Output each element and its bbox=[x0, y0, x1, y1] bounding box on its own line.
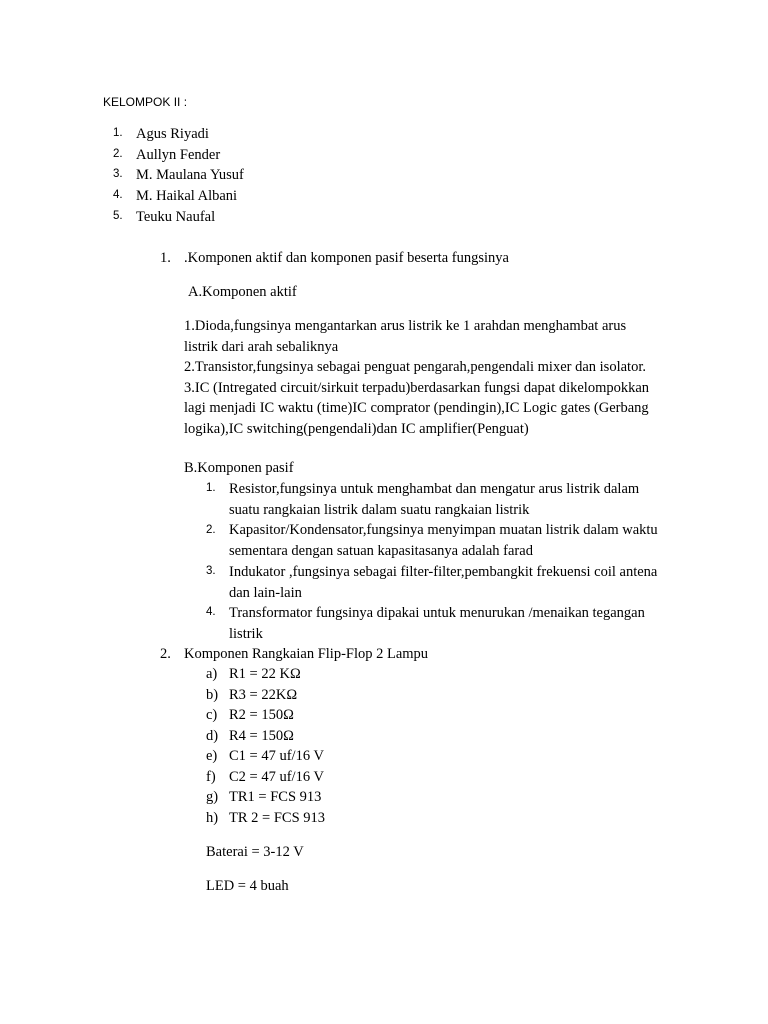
component-label: e) bbox=[206, 748, 218, 764]
question-1-title: .Komponen aktif dan komponen pasif beserta fungsinya bbox=[184, 250, 509, 266]
passive-components-title: B.Komponen pasif bbox=[184, 460, 294, 476]
passive-item-number: 1. bbox=[206, 482, 216, 494]
active-line: listrik dari arah sebaliknya bbox=[184, 338, 339, 355]
passive-item-line: Kapasitor/Kondensator,fungsinya menyimpan muatan listrik dalam waktu bbox=[229, 522, 658, 538]
passive-item bbox=[229, 520, 658, 561]
passive-item-line: Transformator fungsinya dipakai untuk menurukan /menaikan tegangan bbox=[229, 605, 645, 621]
active-line: 1.Dioda,fungsinya mengantarkan arus listrik ke 1 arahdan menghambat arus bbox=[184, 318, 627, 334]
passive-item-line: listrik bbox=[229, 625, 263, 642]
passive-item-number: 3. bbox=[206, 565, 216, 577]
passive-item-line: sementara dengan satuan kapasitasanya adalah farad bbox=[229, 542, 533, 559]
member-name: Aullyn Fender bbox=[136, 147, 221, 163]
component-label: d) bbox=[206, 728, 219, 744]
active-line: 3.IC (Intregated circuit/sirkuit terpadu)berdasarkan fungsi dapat dikelompokkan bbox=[184, 379, 650, 396]
active-line: logika),IC switching(pengendali)dan IC amplifier(Penguat) bbox=[184, 420, 529, 437]
member-number: 2. bbox=[113, 148, 123, 160]
active-line: lagi menjadi IC waktu (time)IC comprator (pendingin),IC Logic gates (Gerbang bbox=[184, 400, 649, 417]
passive-item bbox=[229, 562, 657, 603]
member-number: 5. bbox=[113, 210, 123, 222]
component-value: R2 = 150Ω bbox=[229, 707, 294, 723]
component-value: R1 = 22 KΩ bbox=[229, 666, 301, 682]
component-label: c) bbox=[206, 707, 218, 723]
passive-item-line: Indukator ,fungsinya sebagai filter-filter,pembangkit frekuensi coil antena bbox=[229, 564, 658, 580]
member-name: Agus Riyadi bbox=[136, 126, 209, 142]
question-2-title: Komponen Rangkaian Flip-Flop 2 Lampu bbox=[184, 646, 429, 662]
member-number: 1. bbox=[113, 127, 123, 139]
component-value: C2 = 47 uf/16 V bbox=[229, 769, 324, 785]
passive-item-line: Resistor,fungsinya untuk menghambat dan mengatur arus listrik dalam bbox=[229, 481, 640, 497]
component-value: TR1 = FCS 913 bbox=[229, 789, 322, 805]
member-number: 4. bbox=[113, 189, 123, 201]
passive-item bbox=[229, 479, 639, 520]
member-name: Teuku Naufal bbox=[136, 209, 216, 225]
member-name: M. Maulana Yusuf bbox=[136, 167, 244, 183]
component-label: g) bbox=[206, 789, 219, 805]
passive-item-number: 4. bbox=[206, 606, 216, 618]
passive-item-line: dan lain-lain bbox=[229, 584, 302, 601]
group-heading: KELOMPOK II : bbox=[103, 95, 188, 109]
member-name: M. Haikal Albani bbox=[136, 188, 238, 204]
component-label: h) bbox=[206, 810, 219, 826]
component-label: f) bbox=[206, 769, 216, 785]
component-label: a) bbox=[206, 666, 218, 682]
passive-item-number: 2. bbox=[206, 524, 216, 536]
passive-item bbox=[229, 603, 645, 644]
active-line: 2.Transistor,fungsinya sebagai penguat pengarah,pengendali mixer dan isolator. bbox=[184, 359, 646, 376]
active-components-text bbox=[184, 316, 649, 440]
question-2-number: 2. bbox=[160, 646, 171, 662]
component-value: R3 = 22KΩ bbox=[229, 687, 298, 703]
component-value: TR 2 = FCS 913 bbox=[229, 810, 326, 826]
passive-item-line: suatu rangkaian listrik dalam suatu rangkaian listrik bbox=[229, 501, 530, 518]
active-components-title: A.Komponen aktif bbox=[188, 284, 297, 300]
question-1-number: 1. bbox=[160, 250, 171, 266]
member-number: 3. bbox=[113, 168, 123, 180]
component-value: C1 = 47 uf/16 V bbox=[229, 748, 324, 764]
component-label: b) bbox=[206, 687, 219, 703]
led-spec: LED = 4 buah bbox=[206, 878, 289, 894]
battery-spec: Baterai = 3-12 V bbox=[206, 844, 304, 860]
component-value: R4 = 150Ω bbox=[229, 728, 294, 744]
